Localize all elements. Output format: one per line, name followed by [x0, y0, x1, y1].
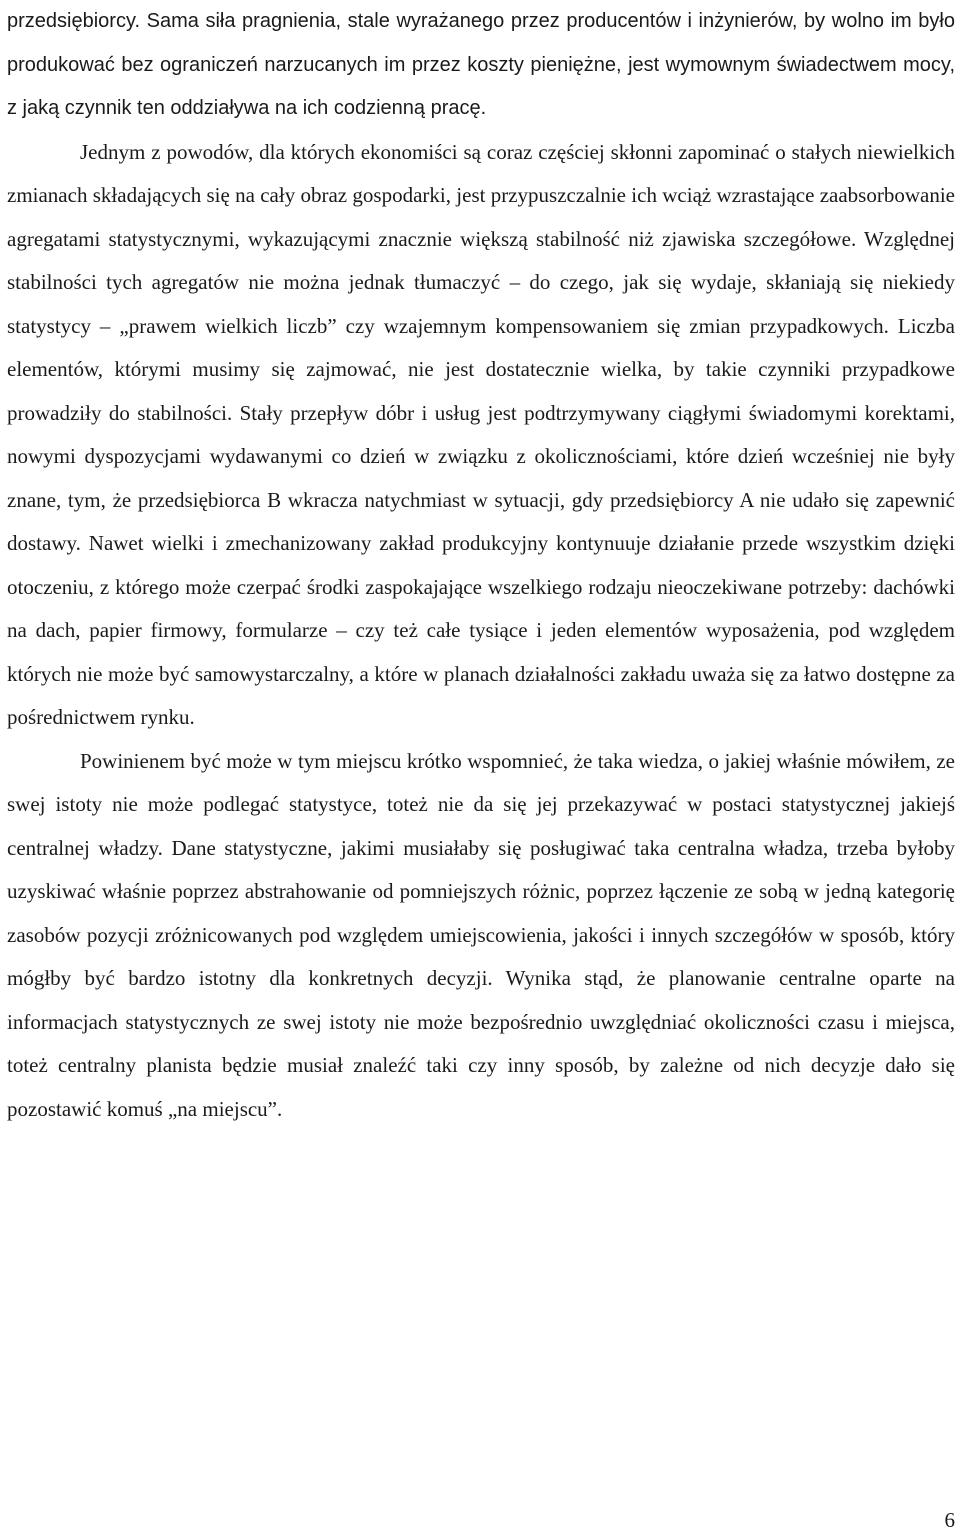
paragraph-statistics-aggregates: Jednym z powodów, dla których ekonomiści są coraz częściej skłonni zapominać o stałych niewielkich zmianach składających się na cały obraz gospodarki, jest przypuszczalnie ich wciąż wzrastające zaabsorbowanie agregatami statystycznymi, wykazującymi znacznie większą stabilność niż zjawiska szczegółowe. Względnej stabilności tych agregatów nie można jednak tłumaczyć – do czego, jak się wydaje, skłaniają się niekiedy statystycy – „prawem wielkich liczb” czy wzajemnym kompensowaniem się zmian przypadkowych. Liczba elementów, którymi musimy się zajmować, nie jest dostatecznie wielka, by takie czynniki przypadkowe prowadziły do stabilności. Stały przepływ dóbr i usług jest podtrzymywany ciągłymi świadomymi korektami, nowymi dyspozycjami wydawanymi co dzień w związku z okolicznościami, które dzień wcześniej nie były znane, tym, że przedsiębiorca B wkracza natychmiast w sytuacji, gdy przedsiębiorcy A nie udało się zapewnić dostawy. Nawet wielki i zmechanizowany zakład produkcyjny kontynuuje działanie przede wszystkim dzięki otoczeniu, z którego może czerpać środki zaspokajające wszelkiego rodzaju nieoczekiwane potrzeby: dachówki na dach, papier firmowy, formularze – czy też całe tysiące i jeden elementów wyposażenia, pod względem których nie może być samowystarczalny, a które w planach działalności zakładu uważa się za łatwo dostępne za pośrednictwem rynku. — [7, 139, 955, 729]
document-page — [7, 0, 955, 1131]
page-number: 6 — [944, 1508, 955, 1532]
paragraph-continuation: przedsiębiorcy. Sama siła pragnienia, stale wyrażanego przez producentów i inżynierów, by wolno im było produkować bez ograniczeń narzucanych im przez koszty pieniężne, jest wymownym świadectwem mocy, z jaką czynnik ten oddziaływa na ich codzienną pracę. — [7, 10, 955, 119]
paragraph-central-planning: Powinienem być może w tym miejscu krótko wspomnieć, że taka wiedza, o jakiej właśnie mówiłem, ze swej istoty nie może podlegać statystyce, toteż nie da się jej przekazywać w postaci statystycznej jakiejś centralnej władzy. Dane statystyczne, jakimi musiałaby się posługiwać taka centralna władza, trzeba byłoby uzyskiwać właśnie poprzez abstrahowanie od pomniejszych różnic, poprzez łączenie ze sobą w jedną kategorię zasobów pozycji zróżnicowanych pod względem umiejscowienia, jakości i innych szczegółów w sposób, który mógłby być bardzo istotny dla konkretnych decyzji. Wynika stąd, że planowanie centralne oparte na informacjach statystycznych ze swej istoty nie może bezpośrednio uwzględniać okoliczności czasu i miejsca, toteż centralny planista będzie musiał znaleźć taki czy inny sposób, by zależne od nich decyzje dało się pozostawić komuś „na miejscu”. — [7, 748, 955, 1121]
